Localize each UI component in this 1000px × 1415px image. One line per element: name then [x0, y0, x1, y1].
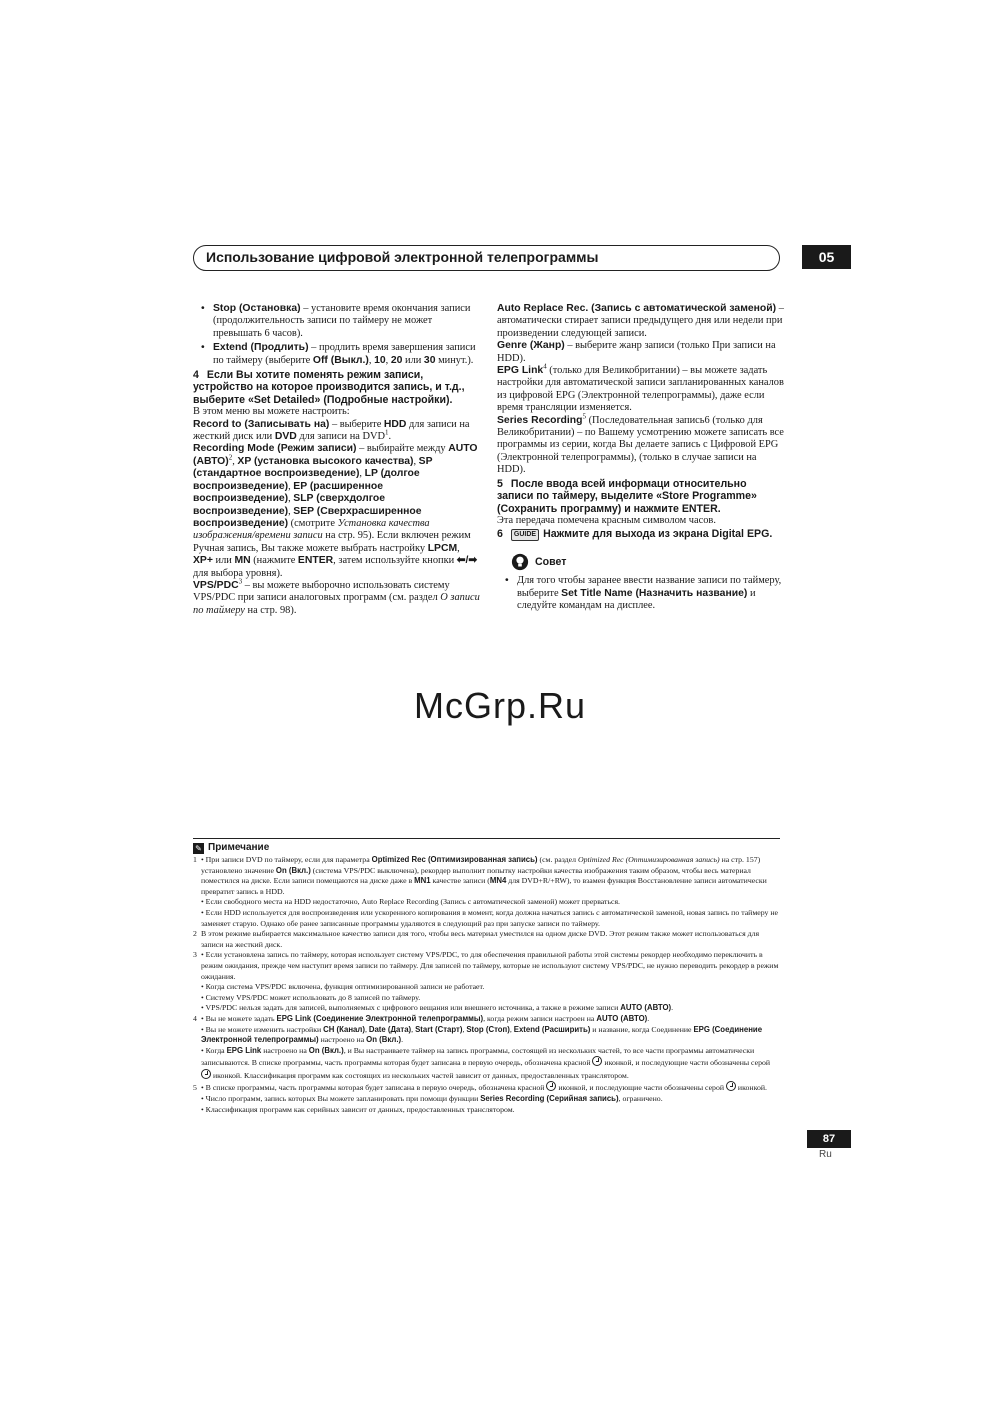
footnote-2: 2 В этом режиме выбирается максимальное качество записи для того, чтобы весь материал уместился на одном диске DVD. Этот режим также может использоваться для записи на жесткий диск.: [193, 929, 760, 949]
page-number: 87: [807, 1130, 851, 1148]
left-right-arrows-icon: ⬅/➡: [456, 555, 478, 567]
page-language: Ru: [819, 1149, 832, 1160]
notes-section: [193, 843, 780, 1115]
note-pencil-icon: ✎: [193, 843, 204, 854]
footnote-5b: • Число программ, запись которых Вы можете запланировать при помощи функции Series Recording (Серийная запись), ограничено.: [201, 1094, 663, 1104]
epg-link-paragraph: EPG Link$^4$ (только для Великобритании) – вы можете задать настройки для автоматической записи запланированных каналов из цифровой EPG (Электронной телепрограммы), даже если время трансляции изменяется.: [497, 362, 784, 414]
tip-title: Совет: [535, 556, 567, 569]
auto-replace-paragraph: Auto Replace Rec. (Запись с автоматической заменой) – автоматически стирает записи предыдущего дня или недели при произведении следующей записи.: [497, 303, 784, 339]
timer-clock-icon: [726, 1081, 736, 1091]
guide-button-icon: GUIDE: [511, 529, 539, 541]
footnote-3: 3 • Если установлена запись по таймеру, которая использует систему VPS/PDC, то для обеспечения правильной работы этой системы рекордер необходимо переключить в режим ожидания, прежде чем наступит время записи по таймеру. Для записей по таймеру, которые не используют систему VPS/PDC, не нужно переводить рекордер в режим ожидания.: [193, 950, 779, 981]
note-divider: [193, 838, 780, 839]
footnote-3b: • Когда система VPS/PDC включена, функция оптимизированной записи не работает.: [201, 982, 485, 992]
recording-mode-paragraph: Recording Mode (Режим записи) – выбирайте между AUTO (АВТО)$^2$, XP (установка высокого качества), SP (стандартное воспроизведение), LP (долгое воспроизведение), EP (расширенное воспроизведение), SLP (сверхдолгое воспроизведение), SEP (Сверхрасширенное воспроизведение) (смотрите Установка качества изображения/времени записи на стр. 95). Если включен режим Ручная запись, Вы также можете выбрать настройку LPCM, XP+ или MN (нажмите ENTER, затем используйте кнопки ⬅/➡ для выбора уровня).: [193, 443, 478, 579]
footnote-5: 5 • В списке программы, часть программы которая будет записана в первую очередь, обозначена красной иконкой, и последующие части обозначены серой иконкой.: [193, 1083, 767, 1093]
timer-clock-icon: [201, 1069, 211, 1079]
menu-intro: В этом меню вы можете настроить:: [193, 406, 350, 418]
footnote-1c: • Если HDD используется для воспроизведения или ускоренного копирования в момент, когда должна начаться запись с автоматической заменой, новая запись по таймеру не заменяет старую. Однако обе ранее записанные программы удаляются в следующий раз при запуске записи по таймеру.: [201, 907, 779, 928]
footnote-5c: • Классификация программ как серийных зависит от данных, предоставленных транслятором.: [201, 1104, 515, 1114]
footnote-3d: • VPS/PDC нельзя задать для записей, выполняемых с цифрового вещания или внешнего источника, а также в режиме записи AUTO (АВТО).: [201, 1003, 674, 1013]
right-column: [497, 303, 784, 615]
timer-clock-icon: [546, 1081, 556, 1091]
chapter-number-badge: 05: [802, 245, 851, 269]
left-column: [193, 303, 481, 617]
step-6: 6 GUIDE Нажмите для выхода из экрана Digital EPG.: [497, 528, 773, 541]
step-4: 4 Если Вы хотите поменять режим записи, устройство на которое производится запись, и т.д., выберите «Set Detailed» (Подробные настройки).: [193, 369, 465, 406]
footnote-1b: • Если свободного места на HDD недостаточно, Auto Replace Recording (Запись с автоматической заменой) может прерваться.: [201, 897, 620, 907]
footnote-4c: • Когда EPG Link настроено на On (Вкл.), и Вы настраиваете таймер на запись программы, состоящей из нескольких частей, то все части программы автоматически записываются. В списке программы, часть программы которая будет записана в первую очередь, обозначена красной иконкой, и последующие части обозначены серой иконкой. Классификация программ как состоящих из нескольких частей зависит от данных, предоставленных транслятором.: [201, 1045, 771, 1080]
tip-item: • Для того чтобы заранее ввести название записи по таймеру, выберите Set Title Name (Назначить название) и следуйте командам на дисплее.: [505, 575, 782, 612]
tip-lightbulb-icon: [511, 553, 529, 571]
step-5-note: Эта передача помечена красным символом часов.: [497, 514, 716, 526]
record-to-paragraph: Record to (Записывать на) – выберите HDD для записи на жесткий диск или DVD для записи на DVD$^1$.: [193, 418, 470, 443]
vps-pdc-paragraph: VPS/PDC$^3$ – вы можете выборочно использовать систему VPS/PDC при записи аналоговых программ (см. раздел О записи по таймеру на стр. 98).: [193, 577, 480, 616]
chapter-header: [193, 245, 780, 271]
list-item-extend: • Extend (Продлить) – продлить время завершения записи по таймеру (выберите Off (Выкл.), 10, 20 или 30 минут.).: [201, 342, 476, 366]
page-title: Использование цифровой электронной телепрограммы: [206, 249, 599, 265]
step-5: 5 После ввода всей информаци относительно записи по таймеру, выделите «Store Programme» (Сохранить программу) и нажмите ENTER.: [497, 477, 757, 515]
tip-heading: [497, 553, 784, 571]
series-recording-paragraph: Series Recording$^5$ (Последовательная запись6 (только для Великобритании) – по Вашему усмотрению можете записать все программы из серии, когда Вы делаете запись с Цифровой EPG (Электронной телепрограммы), (только в случае записи на HDD).: [497, 412, 784, 476]
footnote-4b: • Вы не можете изменить настройки CH (Канал), Date (Дата), Start (Старт), Stop (Стоп), Extend (Расширить) и название, когда Соединение EPG (Соединение Электронной телепрограммы) настроено на On (Вкл.).: [201, 1024, 763, 1045]
list-item-stop: • Stop (Остановка) – установите время окончания записи (продолжительность записи по таймеру не может превышать 6 часов).: [201, 303, 471, 339]
footnote-1: 1 • При записи DVD по таймеру, если для параметра Optimized Rec (Оптимизированная запись) (см. раздел Optimized Rec (Оптимизированная запись) на стр. 157) установлено значение On (Вкл.) (система VPS/PDC выключена), рекордер выполнит попытку настройки качества изображения таким образом, чтобы весь материал поместился на диске. Если записи помещаются на диске даже в MN1 качестве записи (MN4 для DVD+R/+RW), то взамен функция Восстановление записи автоматически превратит запись в HDD.: [193, 855, 767, 896]
timer-clock-icon: [592, 1056, 602, 1066]
watermark-text: McGrp.Ru: [413, 685, 587, 726]
note-heading: ✎ Примечание: [193, 843, 780, 854]
footnote-4: 4 • Вы не можете задать EPG Link (Соединение Электронной телепрограммы), когда режим записи настроен на AUTO (АВТО).: [193, 1013, 650, 1023]
genre-paragraph: Genre (Жанр) – выберите жанр записи (только При записи на HDD).: [497, 340, 776, 364]
footnote-3c: • Систему VPS/PDC может использовать до 8 записей по таймеру.: [201, 992, 421, 1002]
